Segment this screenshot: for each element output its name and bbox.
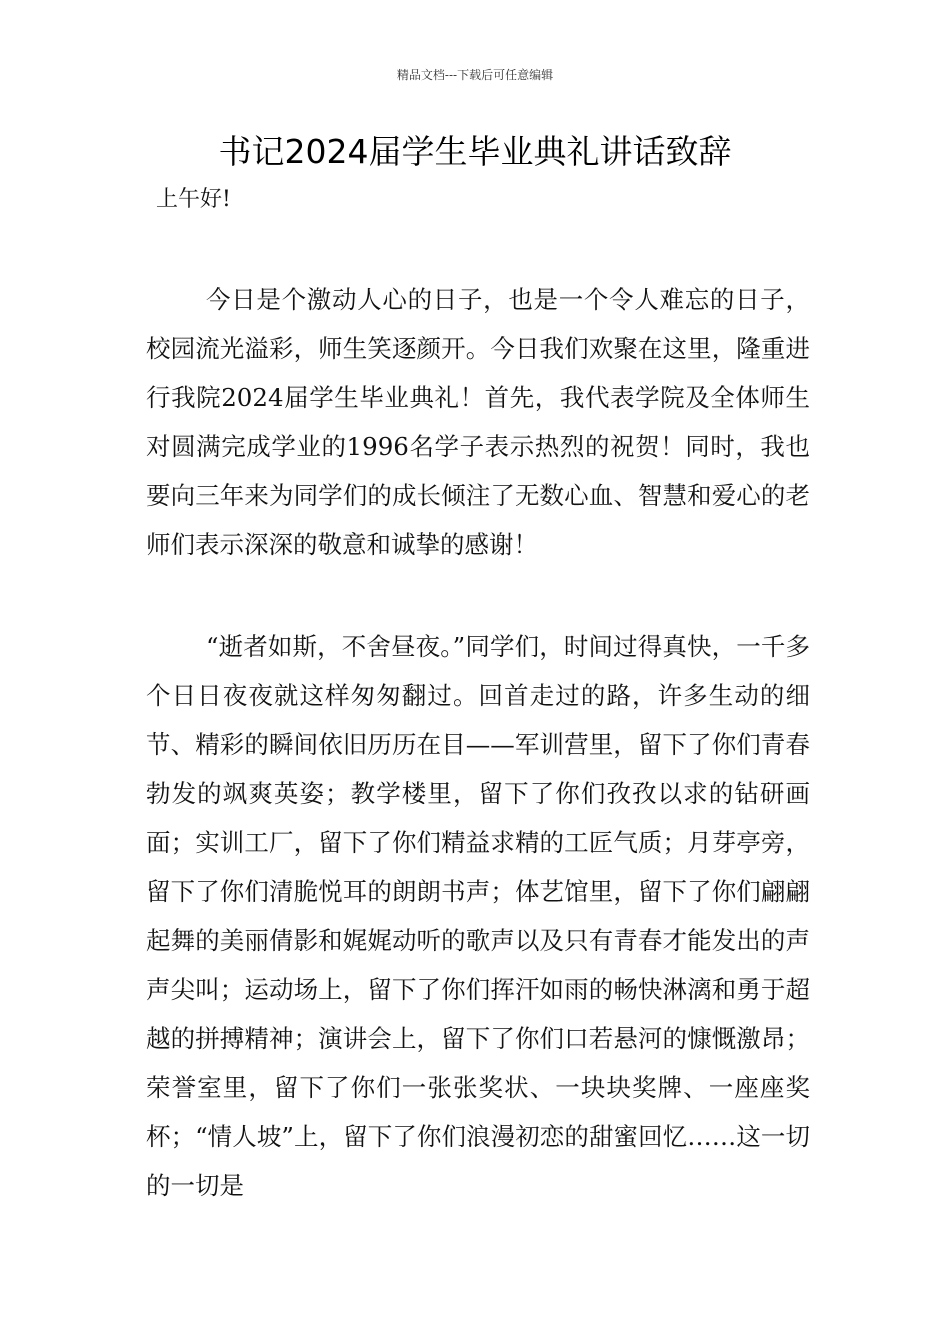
greeting: 上午好! <box>156 187 231 212</box>
paragraph-2: “逝者如斯，不舍昼夜。”同学们，时间过得真快，一千多个日日夜夜就这样匆匆翻过。回首走过的路，许多生动的细节、精彩的瞬间依旧历历在目——军训营里，留下了你们青春勃发的飒爽英姿；教学楼里，留下了你们孜孜以求的钻研画面；实训工厂，留下了你们精益求精的工匠气质；月芽亭旁，留下了你们清脆悦耳的朗朗书声；体艺馆里，留下了你们翩翩起舞的美丽倩影和娓娓动听的歌声以及只有青春才能发出的声声尖叫；运动场上，留下了你们挥汗如雨的畅快淋漓和勇于超越的拼搏精神；演讲会上，留下了你们口若悬河的慷慨激昂；荣誉室里，留下了你们一张张奖状、一块块奖牌、一座座奖杯；“情人坡”上，留下了你们浪漫初恋的甜蜜回忆……这一切的一切是 <box>146 632 810 1200</box>
document-title: 书记2024届学生毕业典礼讲话致辞 <box>218 132 732 171</box>
header-note: 精品文档---下载后可任意编辑 <box>396 68 554 82</box>
paragraph-1: 今日是个激动人心的日子，也是一个令人难忘的日子，校园流光溢彩，师生笑逐颜开。今日我们欢聚在这里，隆重进行我院2024届学生毕业典礼！首先，我代表学院及全体师生对圆满完成学业的1996名学子表示热烈的祝贺！同时，我也要向三年来为同学们的成长倾注了无数心血、智慧和爱心的老师们表示深深的敬意和诚挚的感谢！ <box>146 285 810 559</box>
